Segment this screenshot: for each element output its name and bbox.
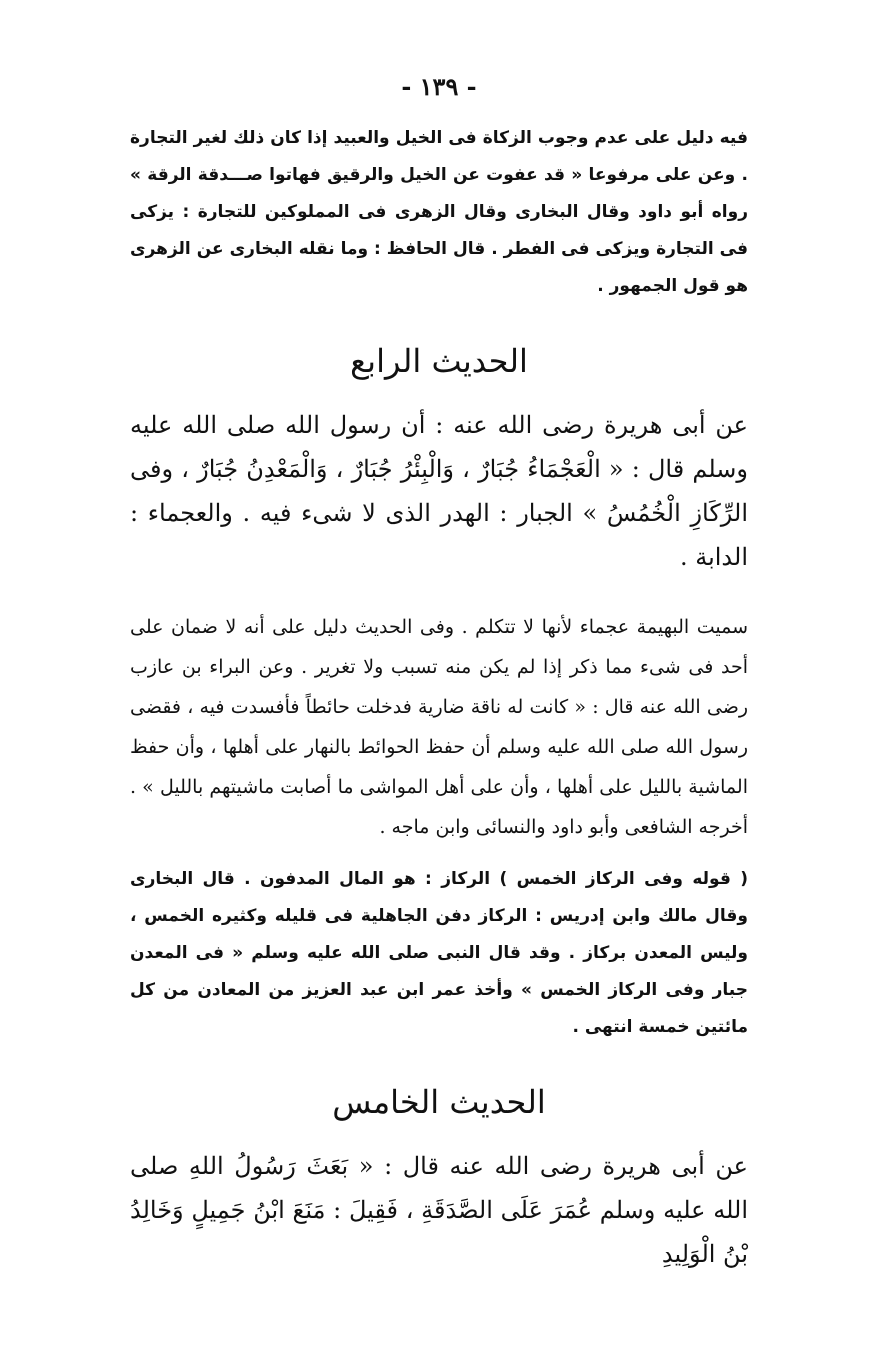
hadith-text: عن أبى هريرة رضى الله عنه : أن رسول الله صلى الله عليه وسلم قال : « الْعَجْمَاءُ جُبَارٌ ، وَالْبِئْرُ جُبَارٌ ، وَالْمَعْدِنُ جُبَارٌ ، وفى الرِّكَازِ الْخُمُسُ » الجبار : الهدر الذى لا شىء فيه . والعجماء : الدابة . [130,411,748,571]
commentary-paragraph: فيه دليل على عدم وجوب الزكاة فى الخيل والعبيد إذا كان ذلك لغير التجارة . وعن على مرفوعا « قد عفوت عن الخيل والرقيق فهاتوا صـــدقة الرقة » رواه أبو داود وقال البخارى وقال الزهرى فى المملوكين للتجارة : يزكى فى التجارة ويزكى فى الفطر . قال الحافظ : وما نقله البخارى عن الزهرى هو قول الجمهور . [130,128,748,296]
page-number: - ١٣٩ - [401,72,477,101]
book-page [130,72,748,1304]
section-heading-hadith-5: الحديث الخامس [332,1083,546,1121]
hadith-text: عن أبى هريرة رضى الله عنه قال : « بَعَثَ رَسُولُ اللهِ صلى الله عليه وسلم عُمَرَ عَلَى الصَّدَقَةِ ، فَقِيلَ : مَنَعَ ابْنُ جَمِيلٍ وَخَالِدُ بْنُ الْوَلِيدِ [130,1152,748,1268]
commentary-paragraph: ( قوله وفى الركاز الخمس ) الركاز : هو المال المدفون . قال البخارى وقال مالك وابن إدريس : الركاز دفن الجاهلية فى قليله وكثيره الخمس ، وليس المعدن بركاز . وقد قال النبى صلى الله عليه وسلم « فى المعدن جبار وفى الركاز الخمس » وأخذ عمر ابن عبد العزيز من المعادن من كل مائتين خمسة انتهى . [130,869,748,1037]
explanation-paragraph: سميت البهيمة عجماء لأنها لا تتكلم . وفى الحديث دليل على أنه لا ضمان على أحد فى شىء مما ذكر إذا لم يكن منه تسبب ولا تغرير . وعن البراء بن عازب رضى الله عنه قال : « كانت له ناقة ضارية فدخلت حائطاً فأفسدت فيه ، فقضى رسول الله صلى الله عليه وسلم أن حفظ الحوائط بالنهار على أهلها ، وأن حفظ الماشية بالليل على أهلها ، وأن على أهل المواشى ما أصابت ماشيتهم بالليل » . أخرجه الشافعى وأبو داود والنسائى وابن ماجه . [130,616,748,838]
section-heading-hadith-4: الحديث الرابع [350,342,528,380]
